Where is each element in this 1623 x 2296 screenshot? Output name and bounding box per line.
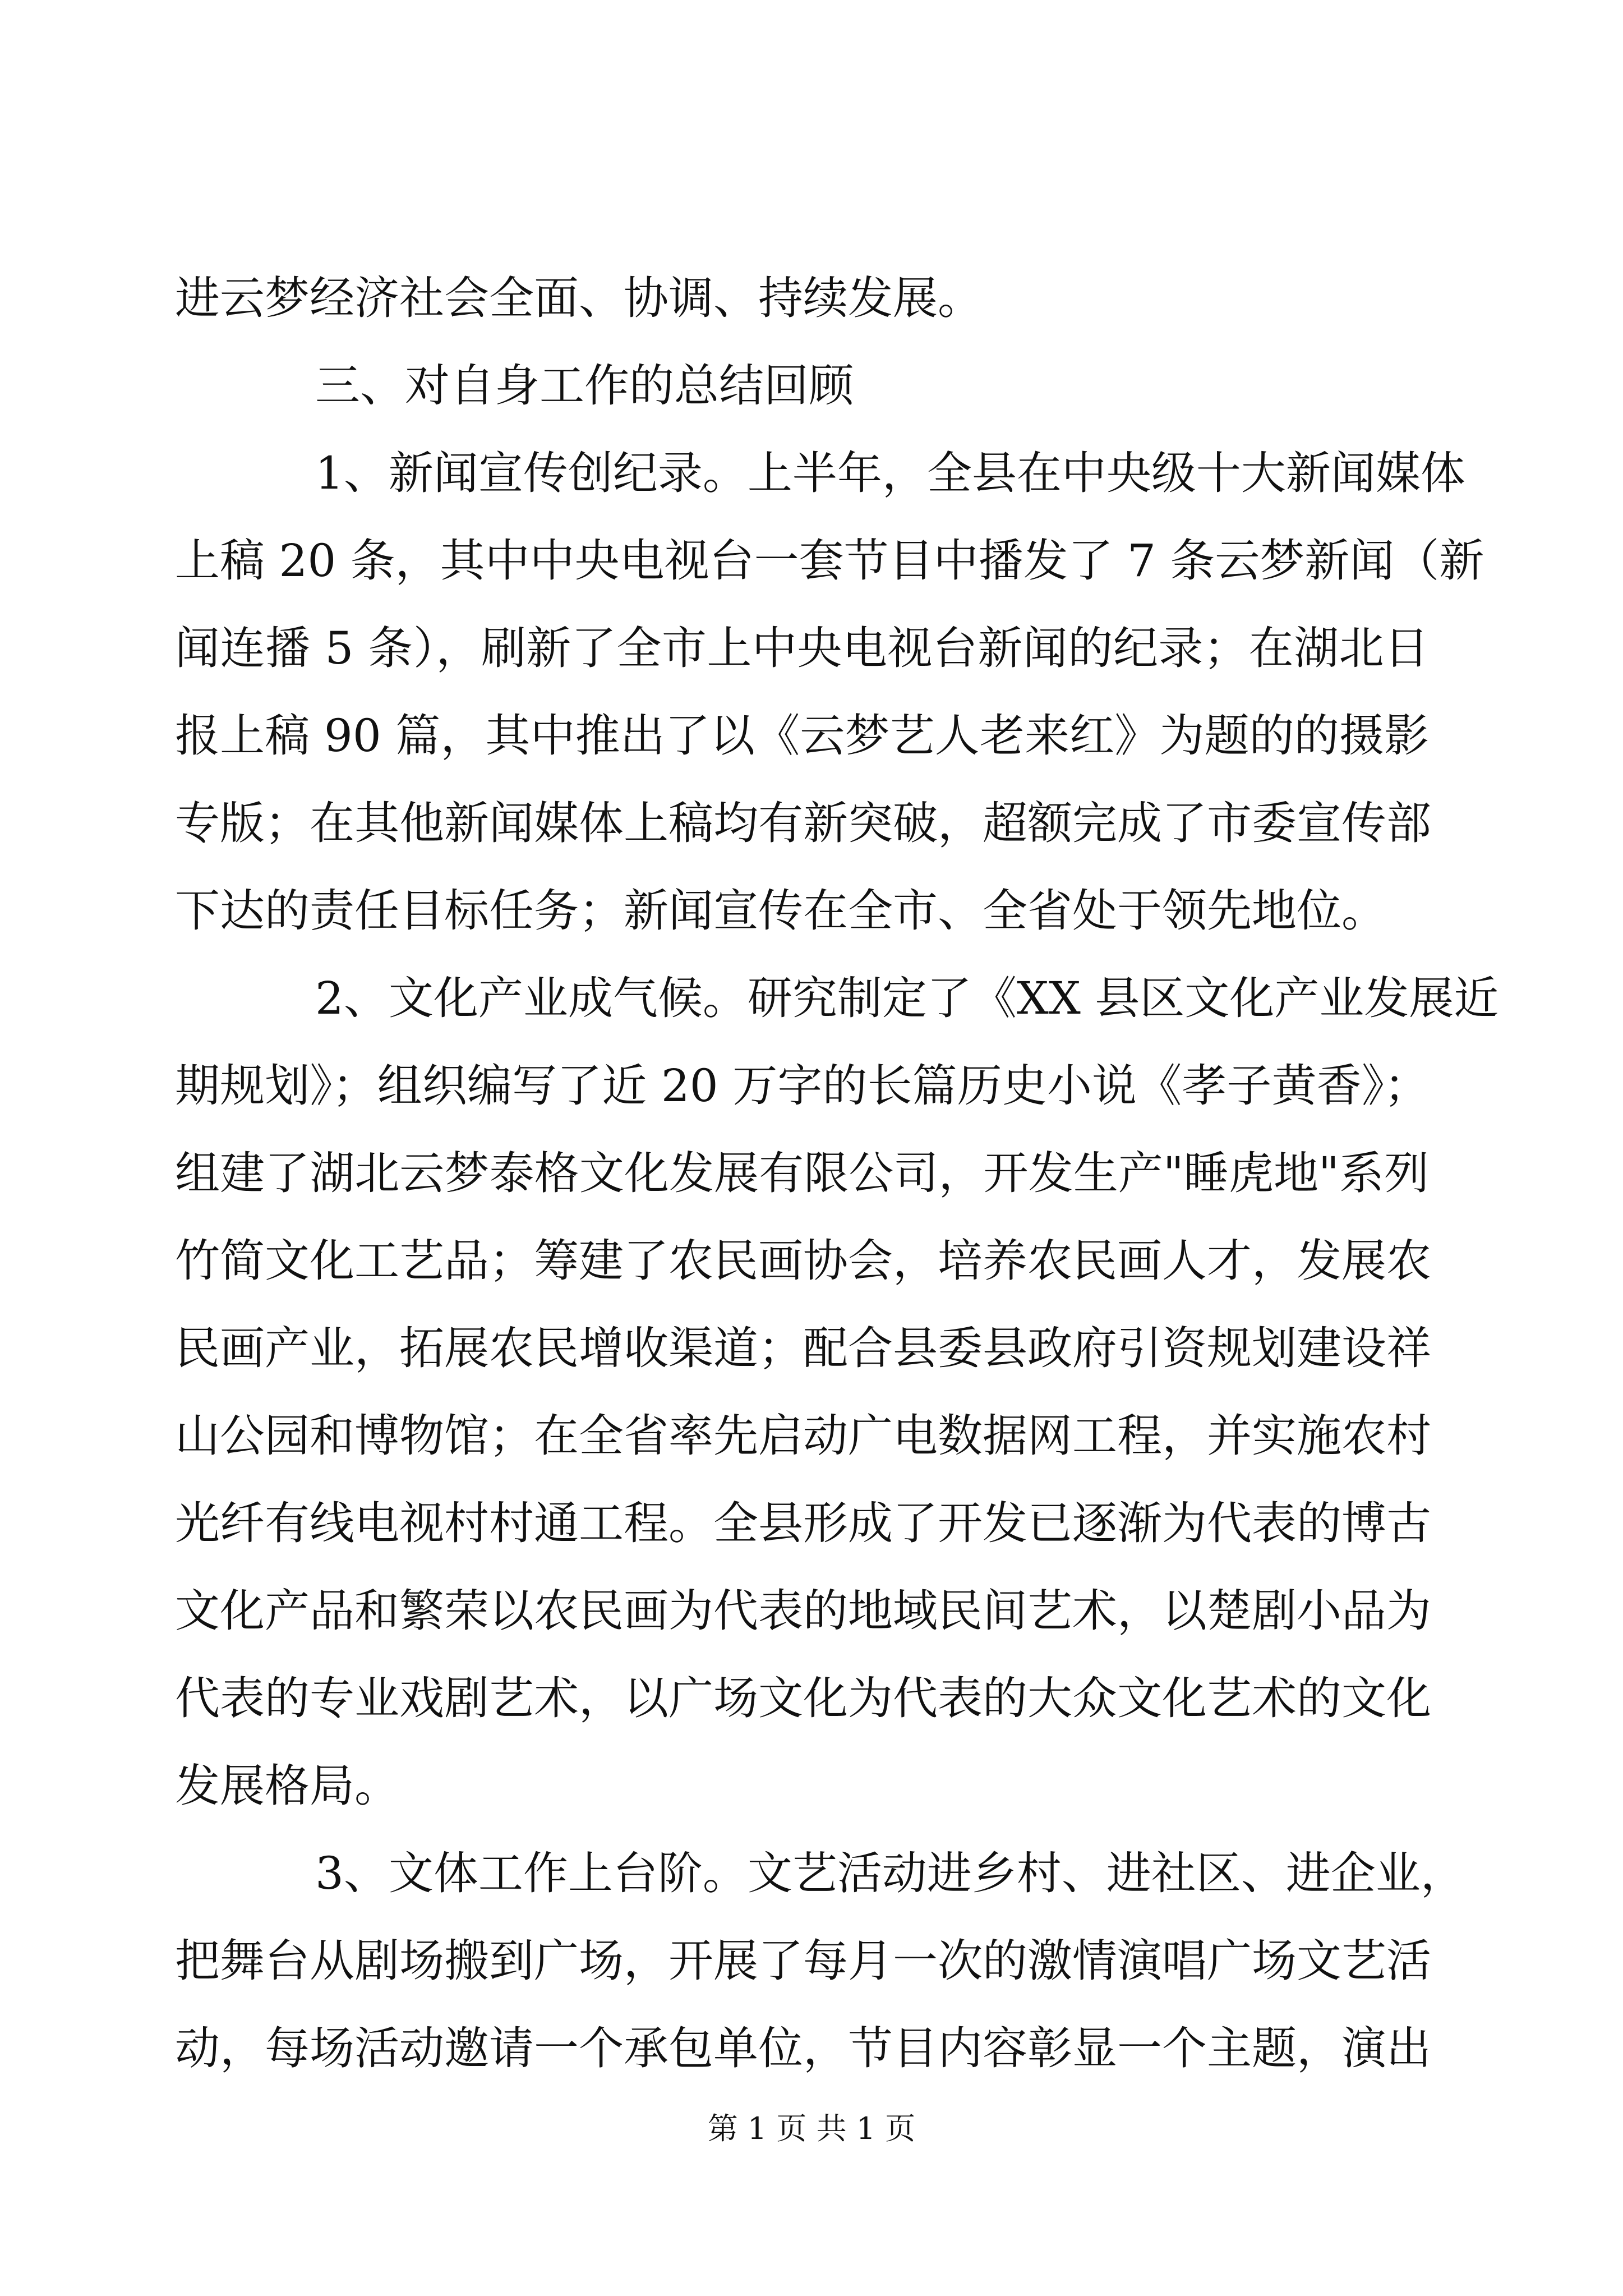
paragraph-1-line: 1、新闻宣传创纪录。上半年，全县在中央级十大新闻媒体	[315, 447, 1465, 499]
paragraph-3-line: 把舞台从剧场搬到广场，开展了每月一次的激情演唱广场文艺活	[175, 1935, 1431, 1987]
paragraph-2-line: 文化产品和繁荣以农民画为代表的地域民间艺术，以楚剧小品为	[175, 1585, 1431, 1637]
paragraph-2-line: 发展格局。	[175, 1760, 399, 1812]
paragraph-2-line: 2、文化产业成气候。研究制定了《XX 县区文化产业发展近	[315, 972, 1499, 1024]
paragraph-2-line: 民画产业，拓展农民增收渠道；配合县委县政府引资规划建设祥	[175, 1322, 1431, 1374]
document-body	[175, 255, 1499, 2092]
paragraph-2-line: 组建了湖北云梦泰格文化发展有限公司，开发生产"睡虎地"系列	[175, 1147, 1429, 1199]
paragraph-1-line: 上稿 20 条，其中中央电视台一套节目中播发了 7 条云梦新闻（新	[175, 535, 1484, 587]
paragraph-1-line: 专版；在其他新闻媒体上稿均有新突破，超额完成了市委宣传部	[175, 797, 1431, 849]
paragraph-2-line: 代表的专业戏剧艺术，以广场文化为代表的大众文化艺术的文化	[175, 1672, 1431, 1724]
paragraph-2-line: 山公园和博物馆；在全省率先启动广电数据网工程，并实施农村	[175, 1410, 1431, 1462]
paragraph-1-line: 下达的责任目标任务；新闻宣传在全市、全省处于领先地位。	[175, 885, 1386, 937]
paragraph-1-line: 闻连播 5 条），刷新了全市上中央电视台新闻的纪录；在湖北日	[175, 622, 1429, 674]
paragraph-3-line: 3、文体工作上台阶。文艺活动进乡村、进社区、进企业，	[315, 1847, 1465, 1899]
paragraph-2-line: 期规划》；组织编写了近 20 万字的长篇历史小说《孝子黄香》；	[175, 1060, 1429, 1112]
paragraph-1-line: 报上稿 90 篇，其中推出了以《云梦艺人老来红》为题的的摄影	[175, 710, 1429, 762]
body-line: 进云梦经济社会全面、协调、持续发展。	[175, 272, 983, 324]
paragraph-3-line: 动，每场活动邀请一个承包单位，节目内容彰显一个主题，演出	[175, 2022, 1431, 2074]
section-heading: 三、对自身工作的总结回顾	[315, 360, 854, 412]
paragraph-2-line: 光纤有线电视村村通工程。全县形成了开发已逐渐为代表的博古	[175, 1497, 1431, 1549]
paragraph-2-line: 竹简文化工艺品；筹建了农民画协会，培养农民画人才，发展农	[175, 1235, 1431, 1287]
page-number-footer: 第 1 页 共 1 页	[707, 2111, 916, 2146]
